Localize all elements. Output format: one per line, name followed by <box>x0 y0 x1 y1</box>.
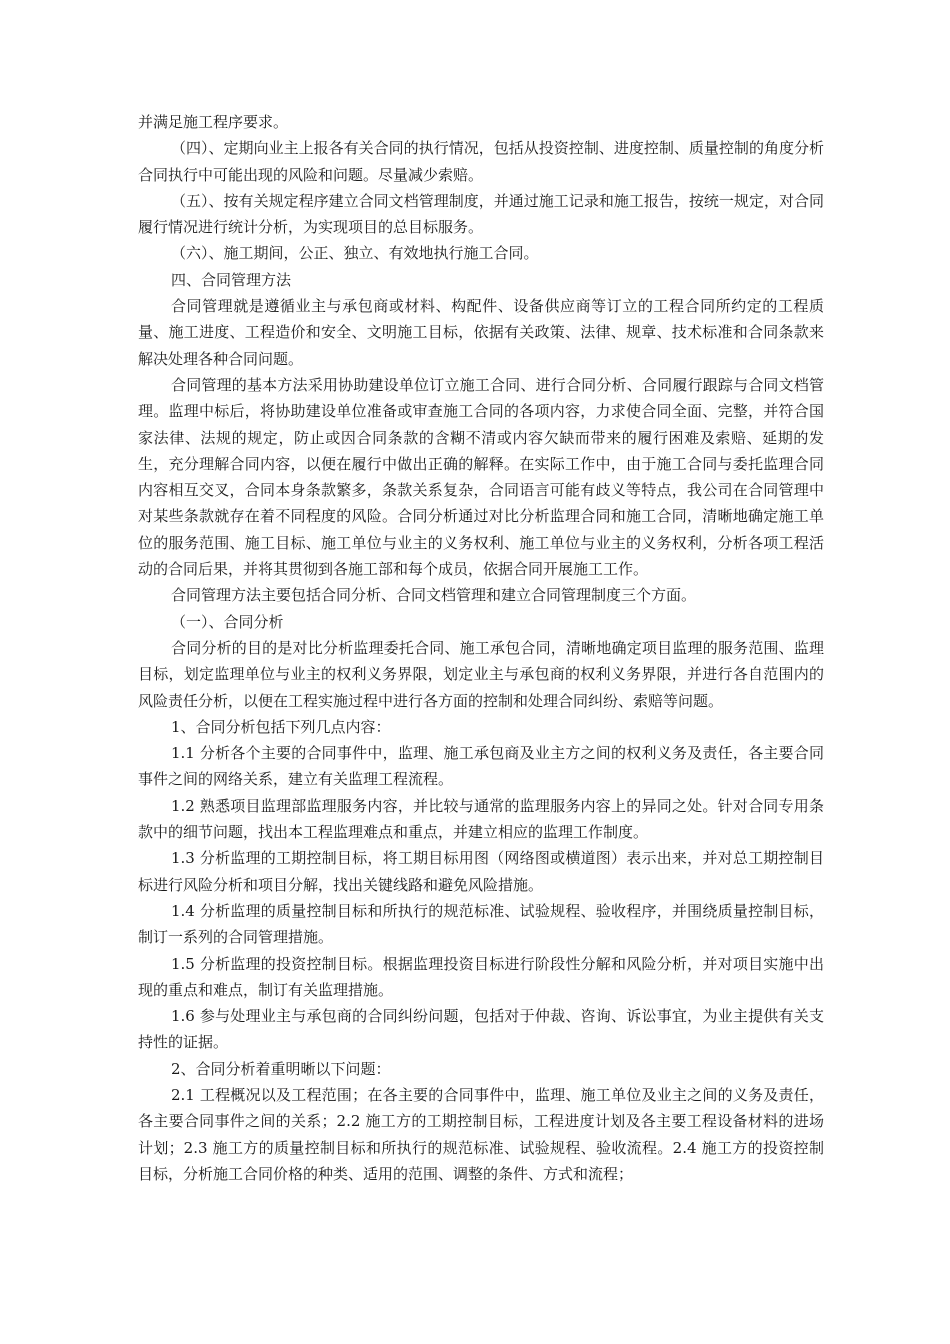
list-heading: 2、合同分析着重明晰以下问题： <box>171 1059 391 1078</box>
paragraph: 合同管理方法主要包括合同分析、合同文档管理和建立合同管理制度三个方面。 <box>171 586 697 605</box>
paragraph: 合同分析的目的是对比分析监理委托合同、施工承包合同，清晰地确定项目监理的服务范围、监理目标，划定监理单位与业主的权利义务界限，划定业主与承包商的权利义务界限，并进行各自范围内的风险责任分析，以便在工程实施过程中进行各方面的控制和处理合同纠纷、索赔等问题。 <box>138 638 824 710</box>
list-item: 2.1 工程概况以及工程范围；在各主要的合同事件中，监理、施工单位及业主之间的义务及责任，各主要合同事件之间的关系；2.2 施工方的工期控制目标，工程进度计划及各主要工程设备材料的进场计划；2.3 施工方的质量控制目标和所执行的规范标准、试验规程、验收流程。2.4 施工方的投资控制目标，分析施工合同价格的种类、适用的范围、调整的条件、方式和流程； <box>138 1085 824 1183</box>
list-item: 1.6 参与处理业主与承包商的合同纠纷问题，包括对于仲裁、咨询、诉讼事宜，为业主提供有关支持性的证据。 <box>138 1007 824 1052</box>
list-item: 1.1 分析各个主要的合同事件中，监理、施工承包商及业主方之间的权利义务及责任，各主要合同事件之间的网络关系，建立有关监理工程流程。 <box>138 744 824 789</box>
list-item: 1.3 分析监理的工期控制目标，将工期目标用图（网络图或横道图）表示出来，并对总工期控制目标进行风险分析和项目分解，找出关键线路和避免风险措施。 <box>138 849 824 894</box>
subsection-heading: （一）、合同分析 <box>171 612 284 631</box>
paragraph: （五）、按有关规定程序建立合同文档管理制度，并通过施工记录和施工报告，按统一规定，对合同履行情况进行统计分析，为实现项目的总目标服务。 <box>138 191 824 237</box>
list-item: 1.4 分析监理的质量控制目标和所执行的规范标准、试验规程、验收程序，并围绕质量控制目标，制订一系列的合同管理措施。 <box>138 901 824 947</box>
paragraph: （四）、定期向业主上报各有关合同的执行情况，包括从投资控制、进度控制、质量控制的角度分析合同执行中可能出现的风险和问题。尽量减少索赔。 <box>138 139 824 184</box>
paragraph: （六）、施工期间，公正、独立、有效地执行施工合同。 <box>171 244 539 263</box>
section-heading: 四、合同管理方法 <box>171 270 292 289</box>
paragraph: 并满足施工程序要求。 <box>138 113 289 131</box>
paragraph: 合同管理的基本方法采用协助建设单位订立施工合同、进行合同分析、合同履行跟踪与合同文档管理。监理中标后，将协助建设单位准备或审查施工合同的各项内容，力求使合同全面、完整，并符合国家法律、法规的规定，防止或因合同条款的含糊不清或内容欠缺而带来的履行困难及索赔、延期的发生，充分理解合同内容，以便在履行中做出正确的解释。在实际工作中，由于施工合同与委托监理合同内容相互交叉，合同本身条款繁多，条款关系复杂，合同语言可能有歧义等特点，我公司在合同管理中对某些条款就存在着不同程度的风险。合同分析通过对比分析监理合同和施工合同，清晰地确定施工单位的服务范围、施工目标、施工单位与业主的义务权利、施工单位与业主的义务权利，分析各项工程活动的合同后果，并将其贯彻到各施工部和每个成员，依据合同开展施工工作。 <box>138 375 824 579</box>
list-heading: 1、合同分析包括下列几点内容： <box>171 717 391 736</box>
list-item: 1.5 分析监理的投资控制目标。根据监理投资目标进行阶段性分解和风险分析，并对项目实施中出现的重点和难点，制订有关监理措施。 <box>138 954 824 999</box>
document-body <box>138 109 824 1187</box>
list-item: 1.2 熟悉项目监理部监理服务内容，并比较与通常的监理服务内容上的异同之处。针对合同专用条款中的细节问题，找出本工程监理难点和重点，并建立相应的监理工作制度。 <box>138 796 824 842</box>
paragraph: 合同管理就是遵循业主与承包商或材料、构配件、设备供应商等订立的工程合同所约定的工程质量、施工进度、工程造价和安全、文明施工目标，依据有关政策、法律、规章、技术标准和合同条款来解决处理各种合同问题。 <box>138 297 824 368</box>
